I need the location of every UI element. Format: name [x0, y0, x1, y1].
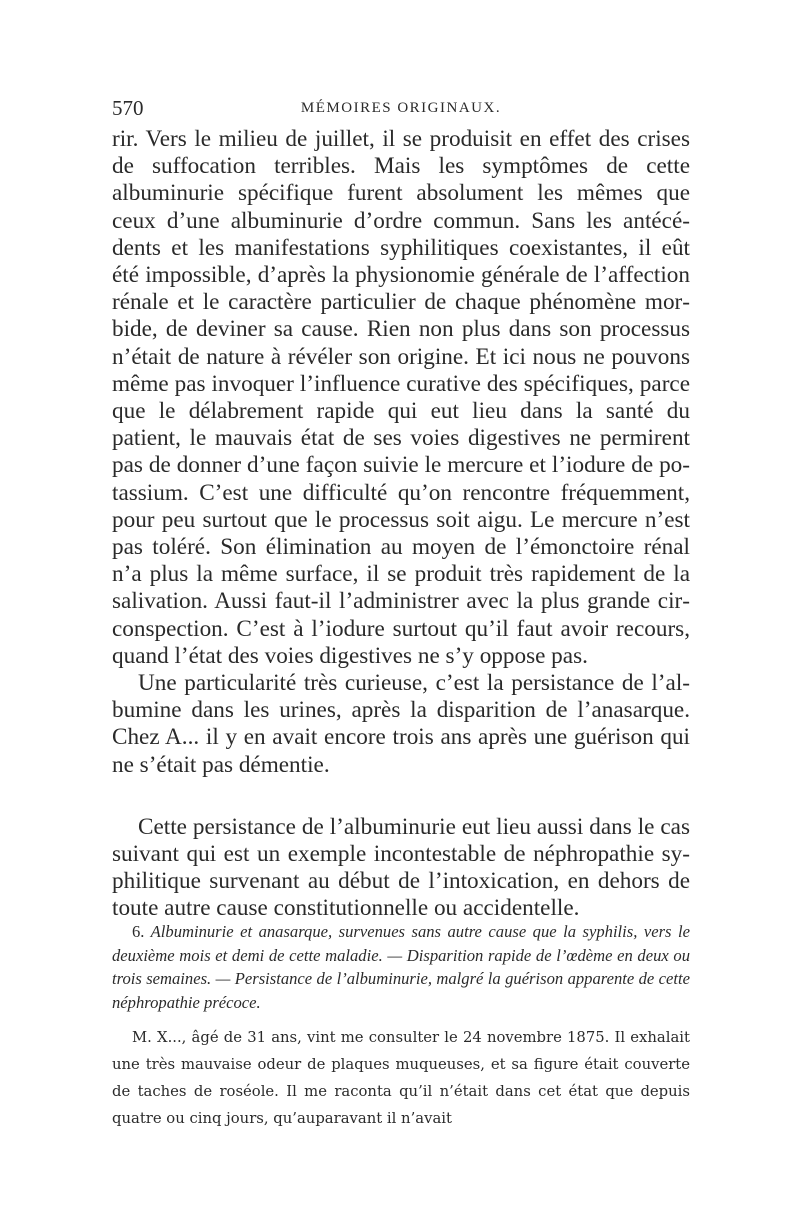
case-number: 6. — [132, 922, 145, 941]
main-text — [112, 126, 690, 923]
running-header — [112, 90, 690, 130]
page-number: 570 — [112, 96, 144, 120]
case-title: Albuminurie et anasarque, survenues sans autre cause que la syphilis, vers le deuxième mois et demi de cette maladie. — Disparition rapide de l’œdème en deux ou trois semaines. — Persistance de l’albuminurie, malgré la guérison apparente de cette néphropathie précoce. — [112, 922, 690, 1012]
paragraph: Une particularité très curieuse, c’est la persistance de l’albumine dans les urines, après la disparition de l’anasarque. Chez A... il y en avait encore trois ans après une guérison qui ne s’était pas démentie. — [112, 670, 690, 778]
case-paragraph: M. X..., âgé de 31 ans, vint me consulter le 24 novembre 1875. Il exhalait une très mauvaise odeur de plaques muqueuses, et sa figure était couverte de taches de roséole. Il me raconta qu’il n’était dans cet état que depuis quatre ou cinq jours, qu’auparavant il n’avait — [112, 1029, 690, 1127]
paragraph: Cette persistance de l’albuminurie eut lieu aussi dans le cas suivant qui est un exemple incontestable de néphropathie syphilitique survenant au début de l’intoxication, en dehors de toute autre cause constitutionnelle ou accidentelle. — [112, 813, 690, 922]
paragraph-continued: rir. Vers le milieu de juillet, il se produisit en effet des crises de suffocation terribles. Mais les symptômes de cette albuminurie spécifique furent absolument les mêmes que ceux d’une albuminurie d’ordre commun. Sans les antécédents et les manifestations syphilitiques coexistantes, il eût été impossible, d’après la physionomie générale de l’affection rénale et le caractère particulier de chaque phénomène morbide, de deviner sa cause. Rien non plus dans son processus n’était de nature à révéler son origine. Et ici nous ne pouvons même pas invoquer l’influence curative des spécifiques, parce que le délabrement rapide qui eut lieu dans la santé du patient, le mauvais état de ses voies digestives ne permirent pas de donner d’une façon suivie le mercure et l’iodure de potassium. C’est une difficulté qu’on rencontre fréquemment, pour peu surtout que le processus soit aigu. Le mercure n’est pas toléré. Son élimination au moyen de l’émonctoire rénal n’a plus la même surface, il se produit très rapidement de la salivation. Aussi faut-il l’administrer avec la plus grande circonspection. C’est à l’iodure surtout qu’il faut avoir recours, quand l’état des voies digestives ne s’y oppose pas. — [112, 126, 690, 669]
case-heading — [112, 920, 690, 1014]
running-title: MÉMOIRES ORIGINAUX. — [300, 100, 502, 116]
case-body — [112, 1024, 690, 1132]
